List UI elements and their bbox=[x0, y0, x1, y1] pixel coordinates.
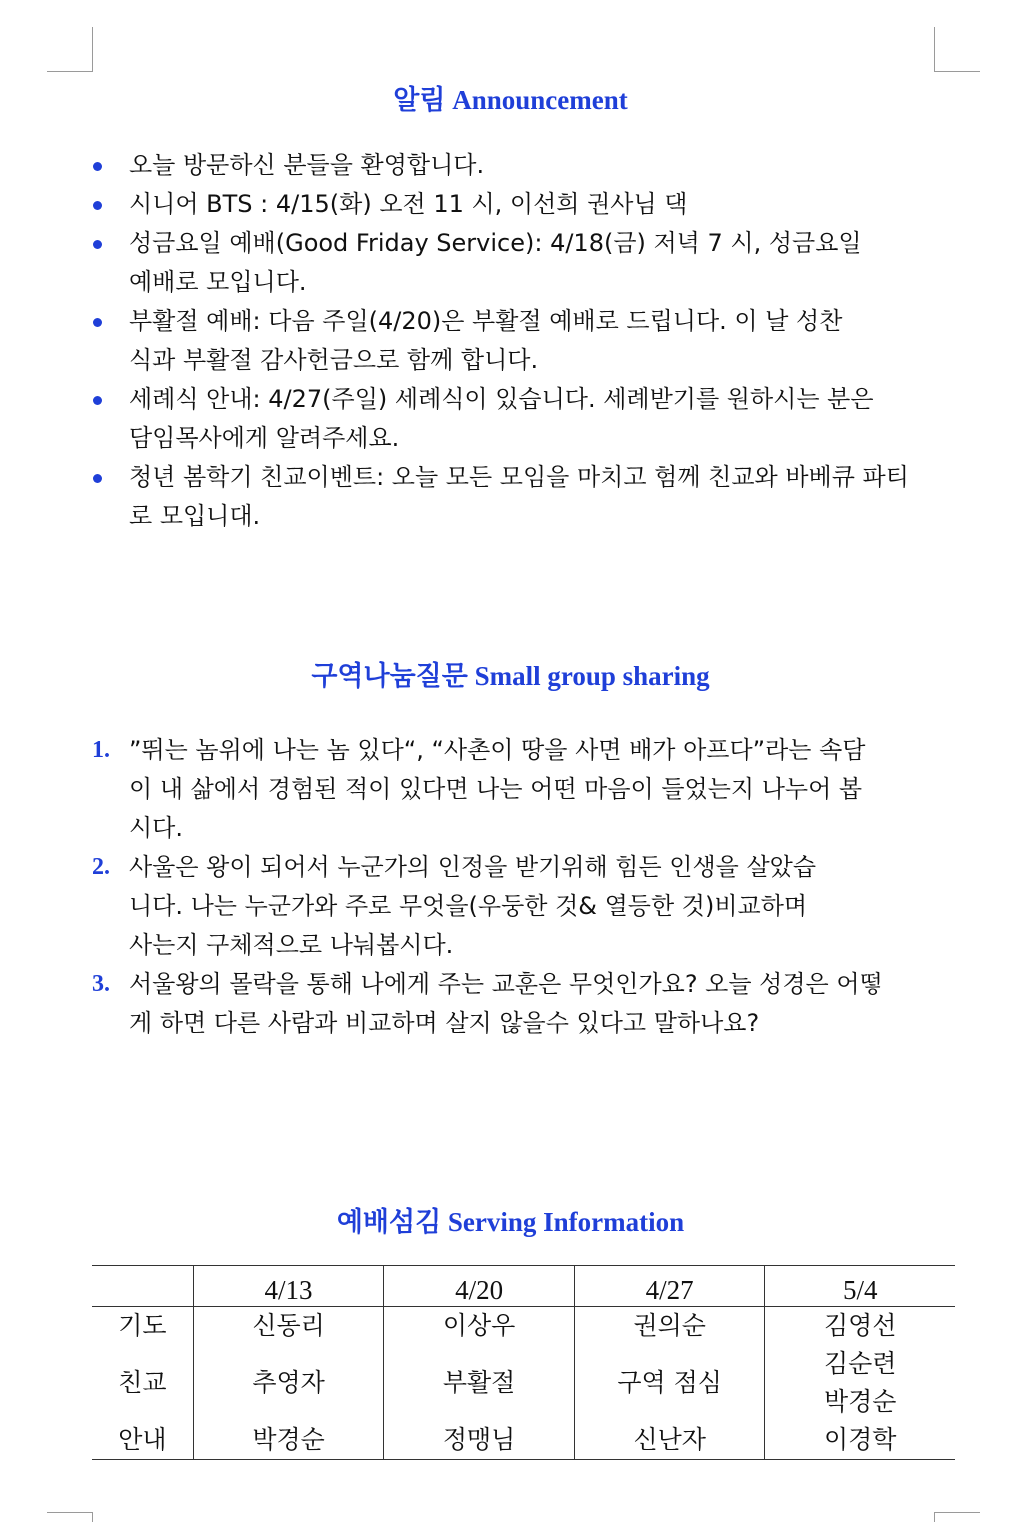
announcement-item bbox=[92, 224, 932, 302]
announcement-text: 부활절 예배: 다음 주일(4/20)은 부활절 예배로 드립니다. 이 날 성찬식과 부활절 감사헌금으로 함께 합니다. bbox=[129, 307, 843, 374]
crop-mark bbox=[934, 1512, 980, 1513]
crop-mark bbox=[47, 71, 93, 72]
announcement-text: 오늘 방문하신 분들을 환영합니다. bbox=[129, 151, 485, 179]
bullet-icon bbox=[93, 201, 102, 210]
sharing-question bbox=[92, 731, 932, 848]
name-cell: 신동리 bbox=[193, 1307, 384, 1346]
crop-mark bbox=[934, 71, 980, 72]
crop-mark bbox=[92, 27, 93, 71]
serving-row-prayer bbox=[92, 1307, 955, 1346]
announcement-title: 알림 Announcement bbox=[393, 85, 628, 115]
announcement-item bbox=[92, 458, 932, 536]
name-cell: 구역 점심 bbox=[574, 1345, 765, 1421]
name-cell: 이경학 bbox=[765, 1421, 955, 1460]
sharing-question bbox=[92, 965, 932, 1043]
bullet-icon bbox=[93, 396, 102, 405]
role-cell: 기도 bbox=[118, 1311, 167, 1340]
bullet-icon bbox=[93, 240, 102, 249]
announcement-text: 세례식 안내: 4/27(주일) 세례식이 있습니다. 세례받기를 원하시는 분은 담임목사에게 알려주세요. bbox=[129, 385, 874, 452]
header-cell-date: 4/13 bbox=[193, 1266, 384, 1307]
header-cell-blank bbox=[92, 1266, 193, 1307]
serving-title: 예배섬김 Serving Information bbox=[336, 1207, 685, 1237]
crop-mark bbox=[934, 27, 935, 71]
question-text: 서울왕의 몰락을 통해 나에게 주는 교훈은 무엇인가요? 오늘 성경은 어떻게 하면 다른 사람과 비교하며 살지 않을수 있다고 말하나요? bbox=[129, 970, 883, 1037]
bullet-icon bbox=[93, 318, 102, 327]
announcement-item bbox=[92, 146, 932, 185]
serving-row-fellowship bbox=[92, 1345, 955, 1421]
announcement-item bbox=[92, 302, 932, 380]
announcement-item bbox=[92, 185, 932, 224]
sharing-title: 구역나눔질문 Small group sharing bbox=[311, 661, 710, 691]
sharing-question bbox=[92, 848, 932, 965]
announcement-text: 시니어 BTS : 4/15(화) 오전 11 시, 이선희 권사님 댁 bbox=[129, 190, 688, 218]
announcement-item bbox=[92, 380, 932, 458]
question-text: ”뛰는 놈위에 나는 놈 있다“, “사촌이 땅을 사면 배가 아프다”라는 속담이 내 삶에서 경험된 적이 있다면 나는 어떤 마음이 들었는지 나누어 봅시다. bbox=[129, 736, 866, 842]
role-cell: 안내 bbox=[92, 1421, 193, 1460]
bullet-icon bbox=[93, 474, 102, 483]
header-cell-date: 4/20 bbox=[384, 1266, 575, 1307]
question-number: 1. bbox=[92, 737, 110, 763]
question-number: 3. bbox=[92, 971, 110, 997]
crop-mark bbox=[934, 1512, 935, 1522]
serving-table bbox=[92, 1265, 955, 1460]
name-cell: 신난자 bbox=[574, 1421, 765, 1460]
serving-row-usher bbox=[92, 1421, 955, 1460]
announcement-text: 청년 봄학기 친교이벤트: 오늘 모든 모임을 마치고 험께 친교와 바베큐 파티로 모입니대. bbox=[129, 463, 909, 530]
name-cell: 박경순 bbox=[193, 1421, 384, 1460]
crop-mark bbox=[47, 1512, 93, 1513]
header-cell-date: 5/4 bbox=[765, 1266, 955, 1307]
name-cell: 정맹님 bbox=[384, 1421, 575, 1460]
name-cell: 이상우 bbox=[384, 1307, 575, 1346]
name-cell: 부활절 bbox=[384, 1345, 575, 1421]
role-cell: 친교 bbox=[118, 1368, 167, 1397]
name-cell: 권의순 bbox=[574, 1307, 765, 1346]
announcement-text: 성금요일 예배(Good Friday Service): 4/18(금) 저녁 7 시, 성금요일 예배로 모입니다. bbox=[129, 229, 862, 296]
announcement-list bbox=[92, 146, 932, 536]
name-cell: 김순련 박경순 bbox=[765, 1345, 955, 1421]
name-cell: 김영선 bbox=[765, 1307, 955, 1346]
crop-mark bbox=[92, 1512, 93, 1522]
header-cell-date: 4/27 bbox=[574, 1266, 765, 1307]
bullet-icon bbox=[93, 162, 102, 171]
name-cell: 추영자 bbox=[193, 1345, 384, 1421]
sharing-question-list bbox=[92, 731, 932, 1043]
question-number: 2. bbox=[92, 854, 110, 880]
serving-header-row bbox=[92, 1266, 955, 1307]
question-text: 사울은 왕이 되어서 누군가의 인정을 받기위해 힘든 인생을 살았습니다. 나는 누군가와 주로 무엇을(우둥한 것& 열등한 것)비교하며 사는지 구체적으로 나눠봅시다. bbox=[129, 853, 816, 959]
